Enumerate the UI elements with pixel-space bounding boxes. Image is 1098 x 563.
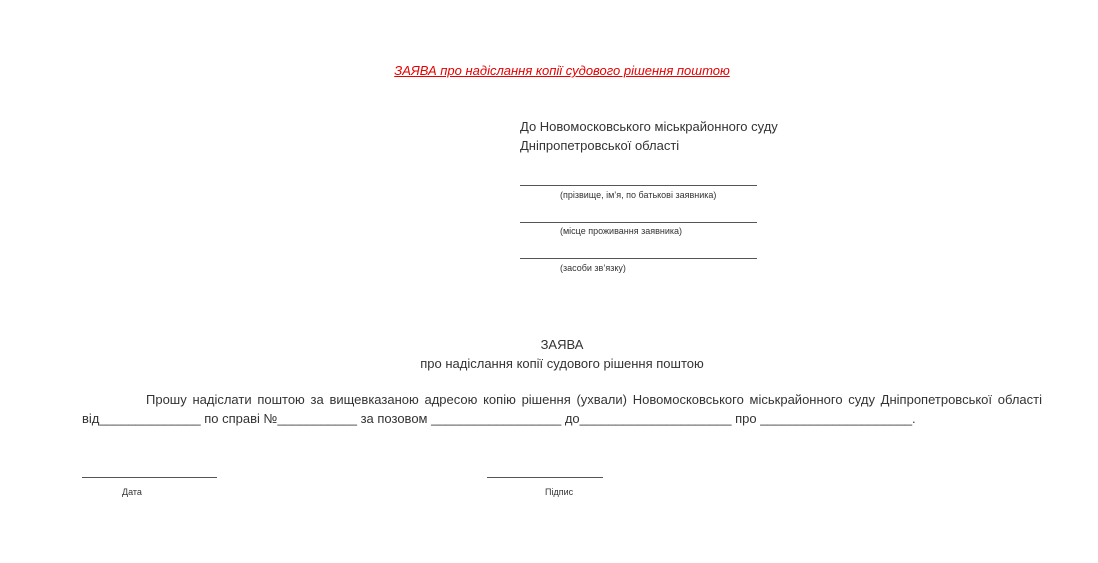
date-label: Дата	[122, 487, 142, 497]
signature-line	[487, 477, 603, 478]
date-line	[82, 477, 217, 478]
statement-heading: ЗАЯВА	[540, 337, 584, 352]
statement-body-line1: Прошу надіслати поштою за вищевказаною адресою копію рішення (ухвали) Новомосковського міськрайонного суду Дніпропетровської області	[146, 392, 1042, 407]
addressee-region: Дніпропетровської області	[520, 138, 680, 153]
applicant-contacts-hint: (засоби зв’язку)	[560, 263, 626, 273]
addressee-court: До Новомосковського міськрайонного суду	[520, 119, 778, 134]
signature-label: Підпис	[545, 487, 574, 497]
addressee-block	[520, 117, 778, 155]
statement-body	[82, 390, 1042, 428]
applicant-name-hint: (прізвище, ім’я, по батькові заявника)	[560, 190, 717, 200]
statement-body-line2: від______________ по справі №___________ за позовом __________________ до_____________________ про _____________________.	[82, 411, 916, 426]
document-title-link[interactable]: ЗАЯВА про надіслання копії судового рішення поштою	[394, 63, 730, 78]
applicant-name-line	[520, 185, 757, 186]
applicant-address-line	[520, 222, 757, 223]
statement-subheading: про надіслання копії судового рішення поштою	[420, 356, 704, 371]
applicant-address-hint: (місце проживання заявника)	[560, 226, 682, 236]
applicant-contacts-line	[520, 258, 757, 259]
